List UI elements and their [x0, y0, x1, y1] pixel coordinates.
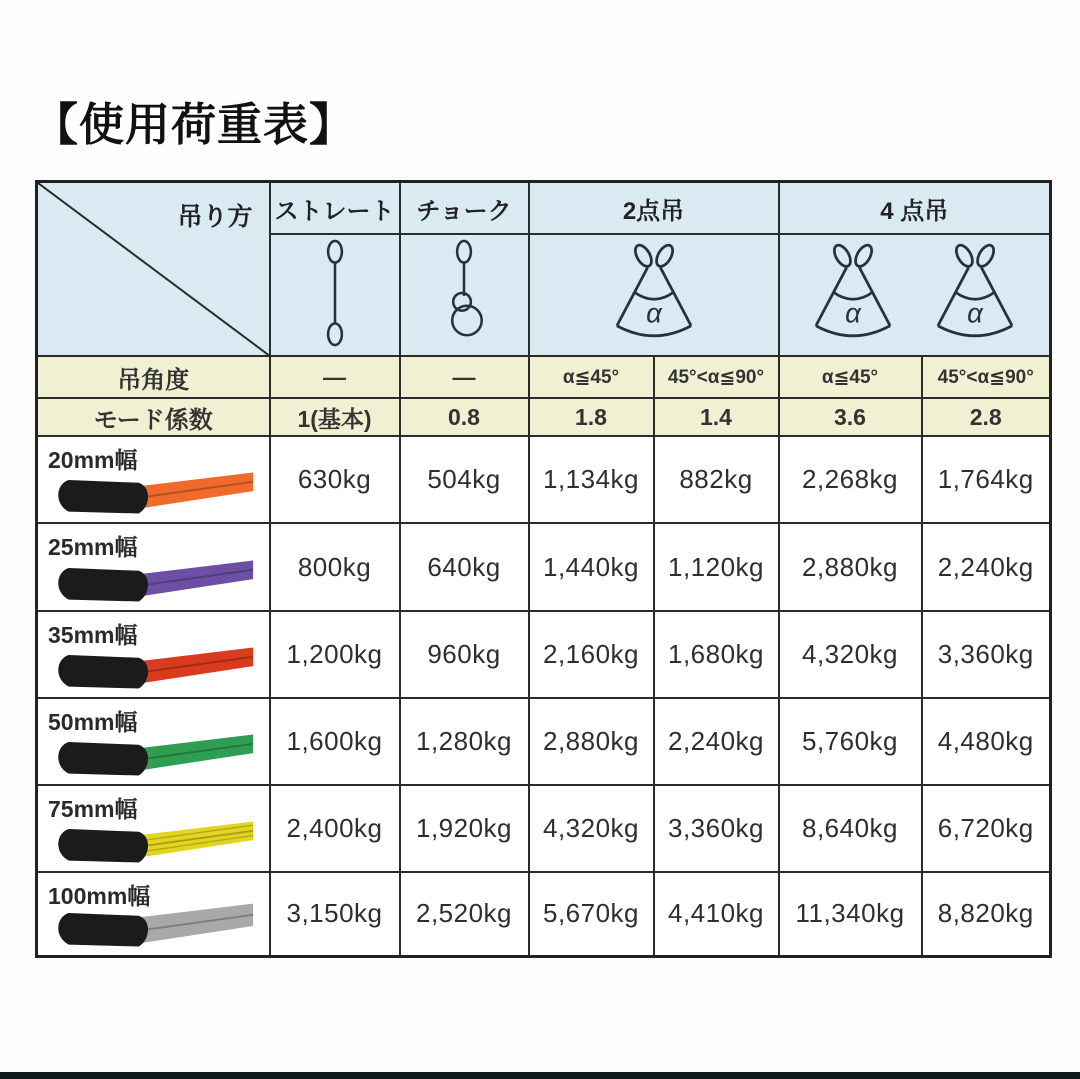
- load-value: 640kg: [400, 523, 529, 611]
- width-label: 25mm幅: [48, 534, 138, 560]
- sling-photo: [44, 554, 262, 608]
- choke-icon-cell: [400, 234, 529, 356]
- load-value: 1,134kg: [529, 436, 654, 523]
- load-value: 2,880kg: [529, 698, 654, 785]
- sling-photo: [44, 466, 262, 520]
- load-value: 1,280kg: [400, 698, 529, 785]
- load-capacity-table: [35, 180, 1052, 958]
- angle-row: [37, 356, 1051, 398]
- load-value: 2,520kg: [400, 872, 529, 956]
- load-value: 2,880kg: [779, 523, 922, 611]
- header-two-point: 2点吊: [529, 182, 779, 235]
- table-row: [37, 523, 1051, 611]
- table-row: [37, 436, 1051, 523]
- sling-photo: [44, 728, 262, 782]
- load-value: 3,150kg: [270, 872, 400, 956]
- angle-value: 45°<α≦90°: [922, 356, 1051, 398]
- width-cell-100mm: [37, 872, 270, 956]
- load-value: 504kg: [400, 436, 529, 523]
- load-value: 1,920kg: [400, 785, 529, 872]
- width-label: 35mm幅: [48, 622, 138, 648]
- alpha-symbol: α: [645, 297, 662, 329]
- load-value: 2,240kg: [922, 523, 1051, 611]
- sling-photo: [44, 641, 262, 695]
- load-value: 1,440kg: [529, 523, 654, 611]
- load-value: 4,320kg: [779, 611, 922, 698]
- angle-value: α≦45°: [529, 356, 654, 398]
- sling-photo: [44, 899, 262, 953]
- alpha-symbol: α: [845, 297, 862, 329]
- load-value: 1,680kg: [654, 611, 779, 698]
- header-choke: チョーク: [400, 182, 529, 235]
- mode-value: 2.8: [922, 398, 1051, 436]
- basket-4point-icon: [795, 242, 911, 348]
- load-value: 630kg: [270, 436, 400, 523]
- basket-4point-icon: [917, 242, 1033, 348]
- angle-value: —: [270, 356, 400, 398]
- width-cell-75mm: [37, 785, 270, 872]
- sling-photo: [44, 815, 262, 869]
- mode-value: 1.4: [654, 398, 779, 436]
- angle-value: α≦45°: [779, 356, 922, 398]
- load-value: 11,340kg: [779, 872, 922, 956]
- load-value: 4,480kg: [922, 698, 1051, 785]
- load-value: 2,160kg: [529, 611, 654, 698]
- load-value: 8,820kg: [922, 872, 1051, 956]
- load-value: 5,760kg: [779, 698, 922, 785]
- load-value: 800kg: [270, 523, 400, 611]
- straight-icon-cell: [270, 234, 400, 356]
- load-value: 8,640kg: [779, 785, 922, 872]
- table-row: [37, 872, 1051, 956]
- angle-value: 45°<α≦90°: [654, 356, 779, 398]
- mode-value: 3.6: [779, 398, 922, 436]
- alpha-symbol: α: [967, 297, 984, 329]
- load-value: 4,410kg: [654, 872, 779, 956]
- corner-cell: [37, 182, 270, 357]
- load-value: 1,120kg: [654, 523, 779, 611]
- load-value: 1,200kg: [270, 611, 400, 698]
- load-value: 882kg: [654, 436, 779, 523]
- width-cell-50mm: [37, 698, 270, 785]
- basket-2point-icon: [594, 242, 714, 348]
- load-value: 2,400kg: [270, 785, 400, 872]
- two-point-icon-cell: [529, 234, 779, 356]
- mode-row-label: モード係数: [37, 398, 270, 436]
- load-value: 960kg: [400, 611, 529, 698]
- mode-value: 1.8: [529, 398, 654, 436]
- mode-value: 0.8: [400, 398, 529, 436]
- mode-row: [37, 398, 1051, 436]
- header-row: [37, 182, 1051, 235]
- load-value: 2,268kg: [779, 436, 922, 523]
- table-row: [37, 611, 1051, 698]
- load-value: 3,360kg: [922, 611, 1051, 698]
- angle-value: —: [400, 356, 529, 398]
- four-point-icon-cell: [779, 234, 1051, 356]
- angle-row-label: 吊角度: [37, 356, 270, 398]
- straight-hitch-icon: [315, 239, 355, 347]
- load-value: 1,600kg: [270, 698, 400, 785]
- load-value: 3,360kg: [654, 785, 779, 872]
- width-label: 20mm幅: [48, 447, 138, 473]
- width-label: 75mm幅: [48, 796, 138, 822]
- bottom-bar: [0, 1072, 1080, 1079]
- mode-value: 1(基本): [270, 398, 400, 436]
- table-row: [37, 785, 1051, 872]
- width-cell-20mm: [37, 436, 270, 523]
- width-cell-35mm: [37, 611, 270, 698]
- corner-label: 吊り方: [177, 203, 253, 231]
- width-cell-25mm: [37, 523, 270, 611]
- width-label: 100mm幅: [48, 883, 151, 909]
- width-label: 50mm幅: [48, 709, 138, 735]
- load-value: 5,670kg: [529, 872, 654, 956]
- load-value: 4,320kg: [529, 785, 654, 872]
- load-value: 2,240kg: [654, 698, 779, 785]
- table-row: [37, 698, 1051, 785]
- header-four-point: 4 点吊: [779, 182, 1051, 235]
- load-value: 6,720kg: [922, 785, 1051, 872]
- load-value: 1,764kg: [922, 436, 1051, 523]
- page-title: 【使用荷重表】: [33, 99, 356, 150]
- header-straight: ストレート: [270, 182, 400, 235]
- choke-hitch-icon: [433, 239, 495, 347]
